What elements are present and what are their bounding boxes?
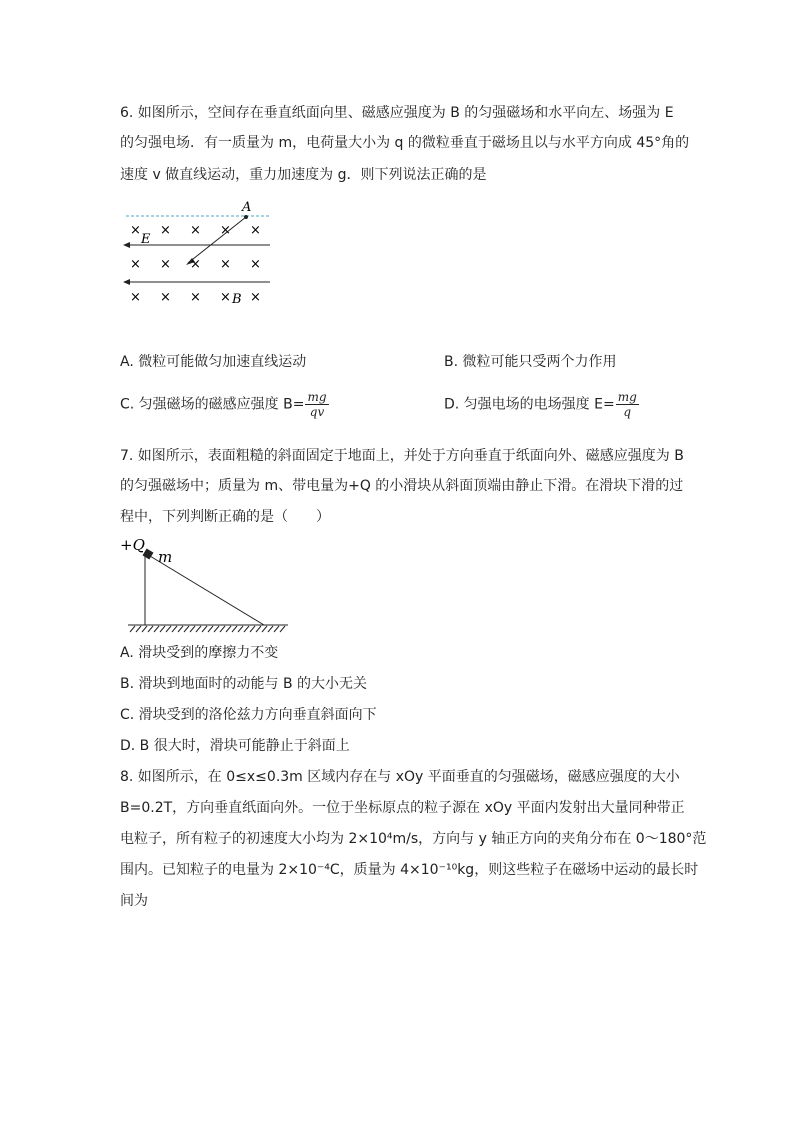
cross-mark: × [190, 257, 201, 272]
q8-line-5: 间为 [120, 893, 148, 909]
cross-mark: × [220, 223, 231, 238]
cross-mark: × [130, 257, 141, 272]
q6-option-d-text: D. 匀强电场的电场强度 E= [444, 396, 615, 413]
q6-option-b: B. 微粒可能只受两个力作用 [444, 354, 617, 370]
cross-mark: × [160, 257, 171, 272]
ground-hatching [130, 626, 285, 632]
cross-mark: × [160, 223, 171, 238]
cross-mark: × [190, 290, 201, 305]
fraction-numerator: mg [617, 390, 637, 404]
label-a: A [242, 200, 252, 215]
q7-option-c: C. 滑块受到的洛伦兹力方向垂直斜面向下 [120, 707, 377, 723]
fraction [305, 390, 328, 419]
arrowhead-left [123, 242, 130, 248]
q6-option-c-text: C. 匀强磁场的磁感应强度 B= [120, 396, 305, 413]
point-a [244, 215, 248, 219]
q7-option-a: A. 滑块受到的摩擦力不变 [120, 645, 279, 661]
q7-figure [118, 533, 290, 635]
cross-mark: × [160, 290, 171, 305]
q7-option-b: B. 滑块到地面时的动能与 B 的大小无关 [120, 676, 368, 692]
q6-option-a: A. 微粒可能做匀加速直线运动 [120, 354, 307, 370]
q8-line-2: B=0.2T，方向垂直纸面向外。一位于坐标原点的粒子源在 xOy 平面内发射出大量同种带正 [120, 800, 685, 816]
cross-mark: × [220, 257, 231, 272]
q6-line-1: 6. 如图所示，空间存在垂直纸面向里、磁感应强度为 B 的匀强磁场和水平向左、场强为 E [120, 105, 674, 121]
q6-figure [118, 196, 278, 308]
q6-option-d [444, 390, 639, 419]
fraction-denominator: q [623, 405, 632, 419]
q6-line-3: 速度 v 做直线运动，重力加速度为 g．则下列说法正确的是 [120, 167, 487, 183]
cross-mark: × [250, 290, 261, 305]
cross-mark: × [190, 223, 201, 238]
arrowhead-left [123, 279, 130, 285]
label-b: B [232, 292, 242, 307]
cross-mark: × [130, 223, 141, 238]
cross-mark: × [130, 290, 141, 305]
label-charge: +Q [120, 536, 145, 554]
q8-line-3: 电粒子，所有粒子的初速度大小均为 2×10⁴m/s，方向与 y 轴正方向的夹角分布在 0～180°范 [120, 831, 707, 847]
q7-option-d: D. B 很大时，滑块可能静止于斜面上 [120, 738, 350, 754]
fraction-denominator: qv [309, 405, 325, 419]
cross-mark: × [250, 257, 261, 272]
q7-line-2: 的匀强磁场中；质量为 m、带电量为+Q 的小滑块从斜面顶端由静止下滑。在滑块下滑的过 [120, 478, 684, 494]
q8-line-1: 8. 如图所示，在 0≤x≤0.3m 区域内存在与 xOy 平面垂直的匀强磁场，磁感应强度的大小 [120, 769, 680, 785]
q7-line-3: 程中，下列判断正确的是（ ） [120, 509, 330, 525]
q6-option-c [120, 390, 329, 419]
label-e: E [141, 232, 151, 247]
cross-mark: × [220, 290, 231, 305]
q7-line-1: 7. 如图所示，表面粗糙的斜面固定于地面上，并处于方向垂直于纸面向外、磁感应强度为 B [120, 448, 684, 464]
fraction-numerator: mg [307, 390, 327, 404]
cross-mark: × [250, 223, 261, 238]
label-mass: m [158, 548, 173, 566]
q6-line-2: 的匀强电场．有一质量为 m，电荷量大小为 q 的微粒垂直于磁场且以与水平方向成 45°角的 [120, 135, 690, 151]
fraction [616, 390, 639, 419]
q8-line-4: 围内。已知粒子的电量为 2×10⁻⁴C，质量为 4×10⁻¹⁰kg，则这些粒子在磁场中运动的最长时 [120, 862, 699, 878]
